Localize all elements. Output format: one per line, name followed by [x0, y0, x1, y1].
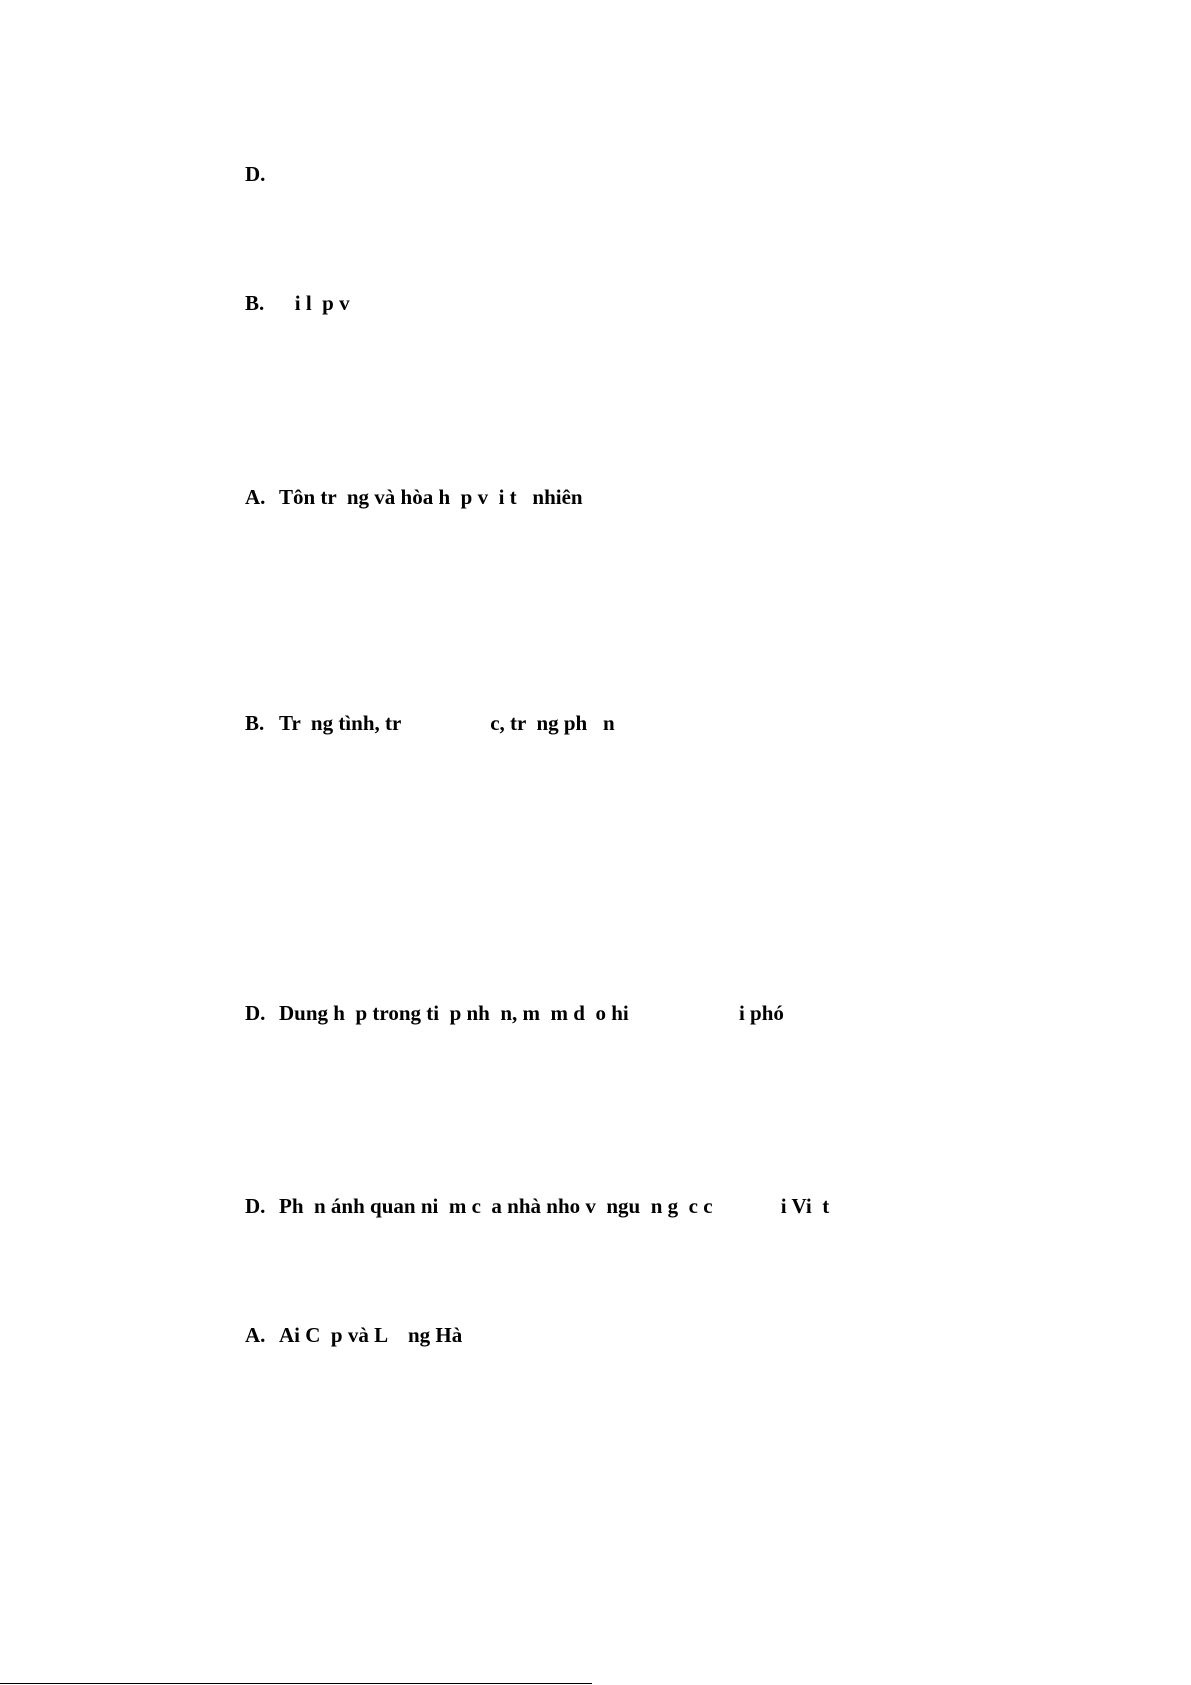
answer-text: Tr ng tình, tr c, tr ng ph n	[279, 711, 615, 735]
answer-text: Tôn tr ng và hòa h p v i t nhiên	[279, 485, 583, 509]
answer-option-5	[224, 977, 784, 1049]
answer-option-1	[224, 138, 279, 210]
answer-text: Ai C p và L ng Hà	[279, 1323, 463, 1347]
answer-option-4	[224, 687, 615, 759]
answer-letter: B.	[245, 711, 265, 735]
answer-letter: D.	[245, 1194, 266, 1218]
answer-letter: B.	[245, 291, 265, 315]
answer-text: i l p v	[279, 291, 350, 315]
answer-option-7	[224, 1299, 462, 1371]
answer-option-2	[224, 267, 350, 339]
answer-option-3	[224, 461, 583, 533]
answer-letter: A.	[245, 1323, 266, 1347]
answer-letter: A.	[245, 485, 266, 509]
answer-option-6	[224, 1170, 829, 1242]
answer-text: Dung h p trong ti p nh n, m m d o hi i phó	[279, 1001, 784, 1025]
answer-text: Ph n ánh quan ni m c a nhà nho v ngu n g c c i Vi t	[279, 1194, 830, 1218]
footnote-rule	[0, 1683, 592, 1684]
answer-letter: D.	[245, 1001, 266, 1025]
answer-letter: D.	[245, 162, 266, 186]
